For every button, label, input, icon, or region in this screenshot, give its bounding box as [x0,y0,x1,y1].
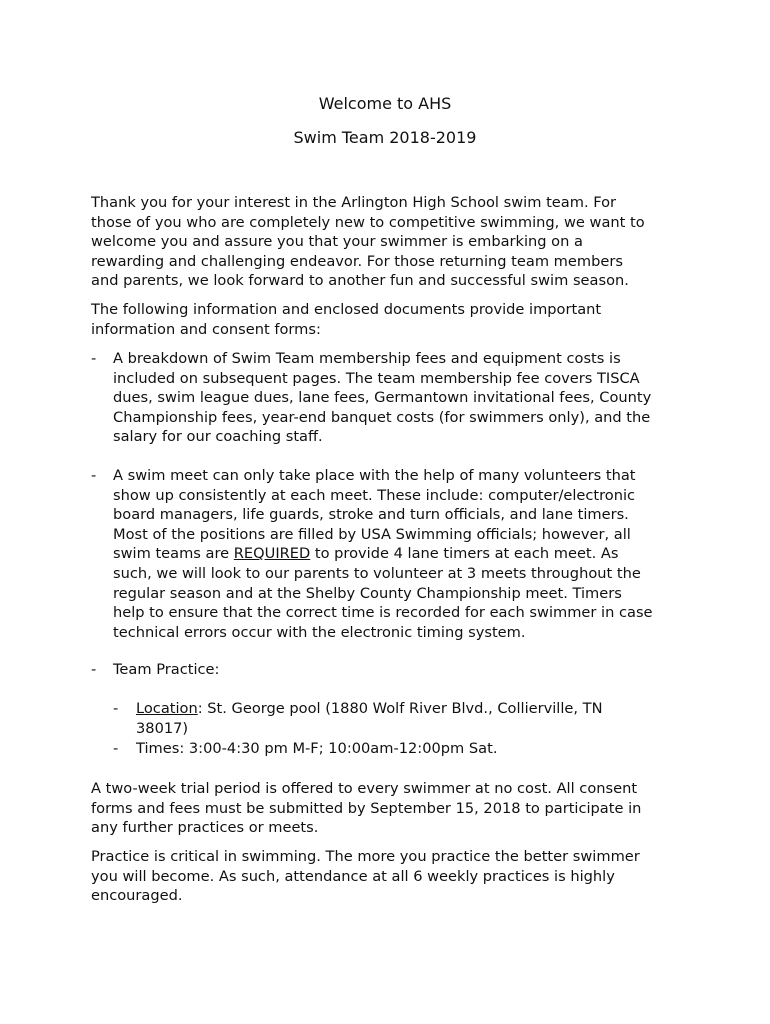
volunteers-text-end: to provide 4 lane timers at each meet. As such, we will look to our parents to volunteer at 3 meets throughout the regular season and at the Shelby County Championship meet. Timers help to ensure that the correct time is recorded for each swimmer in case technical errors occur with the electronic timing system. [113,545,653,641]
page-title: Welcome to AHS [318,94,452,113]
subbullet-dash: - [113,740,119,757]
required-emphasis: REQUIRED [233,545,311,563]
info-lead-paragraph: The following information and enclosed documents provide important information and consent forms: [91,301,602,338]
location-value: : St. George pool (1880 Wolf River Blvd., Collierville, TN 38017) [136,700,603,737]
page-subtitle: Swim Team 2018-2019 [293,128,477,147]
trial-paragraph: A two-week trial period is offered to every swimmer at no cost. All consent forms and fees must be submitted by September 15, 2018 to participate in any further practices or meets. [91,780,642,837]
location-text [136,699,676,738]
intro-paragraph: Thank you for your interest in the Arlington High School swim team. For those of you who are completely new to competitive swimming, we want to welcome you and assure you that your swimmer is embarking on a rewarding and challenging endeavor. For those returning team members and parents, we look forward to another fun and successful swim season. [91,194,645,290]
bullet-dash: - [91,661,97,678]
attendance-paragraph: Practice is critical in swimming. The more you practice the better swimmer you will become. As such, attendance at all 6 weekly practices is highly encouraged. [91,848,640,905]
bullet-dash: - [91,467,97,484]
bullet-volunteers-text [113,466,693,642]
bullet-practice-text: Team Practice: [113,661,220,678]
volunteers-text-start: A swim meet can only take place with the help of many volunteers that show up consistently at each meet. These include: computer/electronic board managers, life guards, stroke and turn officials, and lane timers. Most of the positions are filled by USA Swimming officials; however, all swim teams are [113,467,636,563]
times-text: Times: 3:00-4:30 pm M-F; 10:00am-12:00pm Sat. [136,740,498,757]
location-label: Location [136,700,198,717]
bullet-dash: - [91,350,97,367]
subbullet-dash: - [113,700,119,717]
bullet-fees-text: A breakdown of Swim Team membership fees and equipment costs is included on subsequent pages. The team membership fee covers TISCA dues, swim league dues, lane fees, Germantown invitational fees, County Championship fees, year-end banquet costs (for swimmers only), and the salary for our coaching staff. [113,350,652,446]
